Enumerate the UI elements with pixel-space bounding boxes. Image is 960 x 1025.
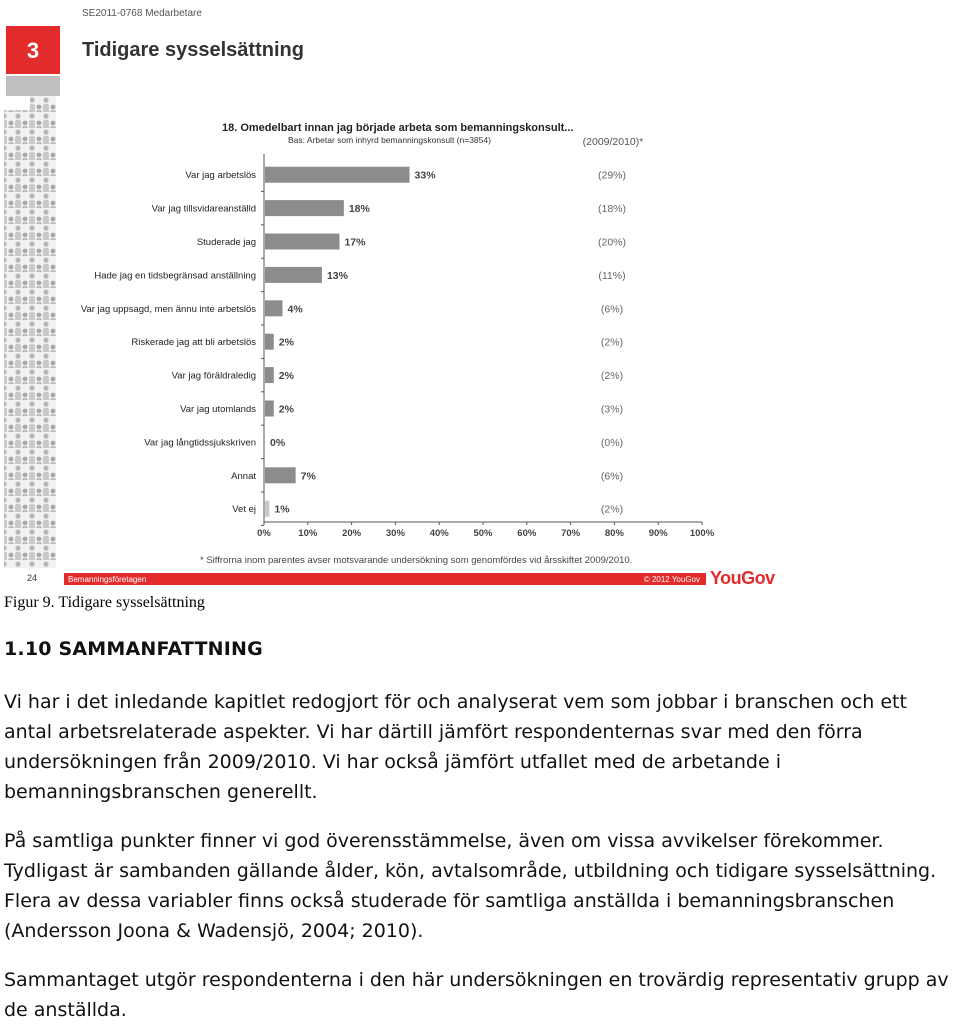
bar <box>265 501 269 517</box>
chart-category-labels <box>81 170 626 516</box>
paragraph-3: Sammantaget utgör respondenterna i den här undersökningen en trovärdig representativ grupp av de anställda. <box>4 969 949 1021</box>
bar <box>265 401 274 417</box>
bar <box>265 367 274 383</box>
category-label: Var jag utomlands <box>180 404 256 415</box>
value-label: 2% <box>278 403 294 416</box>
comparison-label: (18%) <box>597 203 627 216</box>
footer-bar <box>64 573 706 585</box>
category-label: Var jag långtidssjukskriven <box>144 437 256 449</box>
category-label: Hade jag en tidsbegränsad anställning <box>94 270 256 282</box>
bar <box>265 267 322 283</box>
comparison-label: (3%) <box>600 403 624 416</box>
chart-subtitle: Bas: Arbetar som inhyrd bemanningskonsult (n=3854) <box>288 135 491 145</box>
x-tick-label: 20% <box>342 528 362 539</box>
x-tick-label: 80% <box>604 528 624 539</box>
chart-footnote: * Siffrorna inom parentes avser motsvarande undersökning som genomfördes vid årsskiftet 2009/2010. <box>200 555 633 566</box>
bar <box>265 167 410 183</box>
comparison-label: (6%) <box>600 470 624 483</box>
category-label: Var jag uppsagd, men ännu inte arbetslös <box>80 303 256 315</box>
comparison-label: (11%) <box>598 269 626 282</box>
x-tick-label: 70% <box>561 528 581 539</box>
x-tick-label: 90% <box>648 528 668 539</box>
section-number: 3 <box>26 38 40 63</box>
category-label: Var jag föräldraledig <box>171 370 256 382</box>
page-number: 24 <box>27 573 38 583</box>
x-tick-label: 10% <box>298 528 318 539</box>
yougov-logo: YouGov <box>710 568 775 588</box>
value-label: 0% <box>270 436 286 449</box>
comparison-label: (0%) <box>600 436 624 449</box>
bar <box>265 234 339 250</box>
crowd-illustration <box>4 110 56 568</box>
report-slide <box>0 0 790 590</box>
value-label: 13% <box>326 269 348 282</box>
comparison-label: (2%) <box>600 370 624 383</box>
category-label: Var jag tillsvidareanställd <box>151 203 256 215</box>
x-tick-label: 50% <box>473 528 493 539</box>
value-label: 7% <box>300 470 316 483</box>
x-tick-label: 60% <box>517 528 537 539</box>
footer-copyright: © 2012 YouGov <box>643 575 700 584</box>
comparison-label: (2%) <box>600 336 624 349</box>
paragraph-1: Vi har i det inledande kapitlet redogjort för och analyserat vem som jobbar i branschen och ett antal arbetsrelaterade aspekter. Vi har därtill jämfört respondenternas svar med den förra undersökningen från 2009/2010. Vi har också jämfört utfallet med de arbetande i bemanningsbranschen generellt. <box>4 691 907 803</box>
doc-code: SE2011-0768 Medarbetare <box>82 8 202 19</box>
value-label: 4% <box>287 303 303 316</box>
section-heading: 1.10 SAMMANFATTNING <box>4 638 263 660</box>
comparison-label: (20%) <box>597 236 627 249</box>
comparison-label: (2%) <box>600 503 624 516</box>
x-tick-label: 30% <box>385 528 405 539</box>
category-label: Annat <box>231 470 256 482</box>
value-label: 2% <box>278 336 294 349</box>
category-label: Var jag arbetslös <box>185 170 256 182</box>
x-tick-label: 0% <box>257 528 271 539</box>
comparison-header: (2009/2010)* <box>582 136 644 148</box>
bar <box>265 334 274 350</box>
x-tick-label: 40% <box>429 528 449 539</box>
section-box-shadow <box>6 76 60 96</box>
comparison-label: (6%) <box>600 303 624 316</box>
category-label: Studerade jag <box>196 237 256 248</box>
footer-left-text: Bemanningsföretagen <box>68 575 147 584</box>
chart-x-ticks <box>257 528 715 539</box>
x-tick-label: 100% <box>689 528 715 539</box>
bar <box>265 300 283 316</box>
value-label: 33% <box>414 169 436 182</box>
section-title: Tidigare sysselsättning <box>82 39 304 61</box>
category-label: Vet ej <box>232 504 256 516</box>
figure-caption: Figur 9. Tidigare sysselsättning <box>4 594 205 611</box>
value-label: 1% <box>274 503 290 516</box>
value-label: 18% <box>348 203 370 216</box>
report-page-image <box>0 0 790 590</box>
comparison-label: (29%) <box>597 169 627 182</box>
paragraph-2: På samtliga punkter finner vi god överensstämmelse, även om vissa avvikelser förekommer. Tydligast är sambanden gällande ålder, kön, avtalsområde, utbildning och tidigare sysselsättning. Flera av dessa variabler finns också studerade för samtliga anställda i bemanningsbranschen (Andersson Joona & Wadensjö, 2004; 2010). <box>4 830 937 942</box>
bar <box>265 467 296 483</box>
bar <box>265 200 344 216</box>
value-label: 17% <box>344 236 366 249</box>
category-label: Riskerade jag att bli arbetslös <box>131 337 256 349</box>
value-label: 2% <box>278 370 294 383</box>
chart-title: 18. Omedelbart innan jag började arbeta som bemanningskonsult... <box>222 122 574 134</box>
